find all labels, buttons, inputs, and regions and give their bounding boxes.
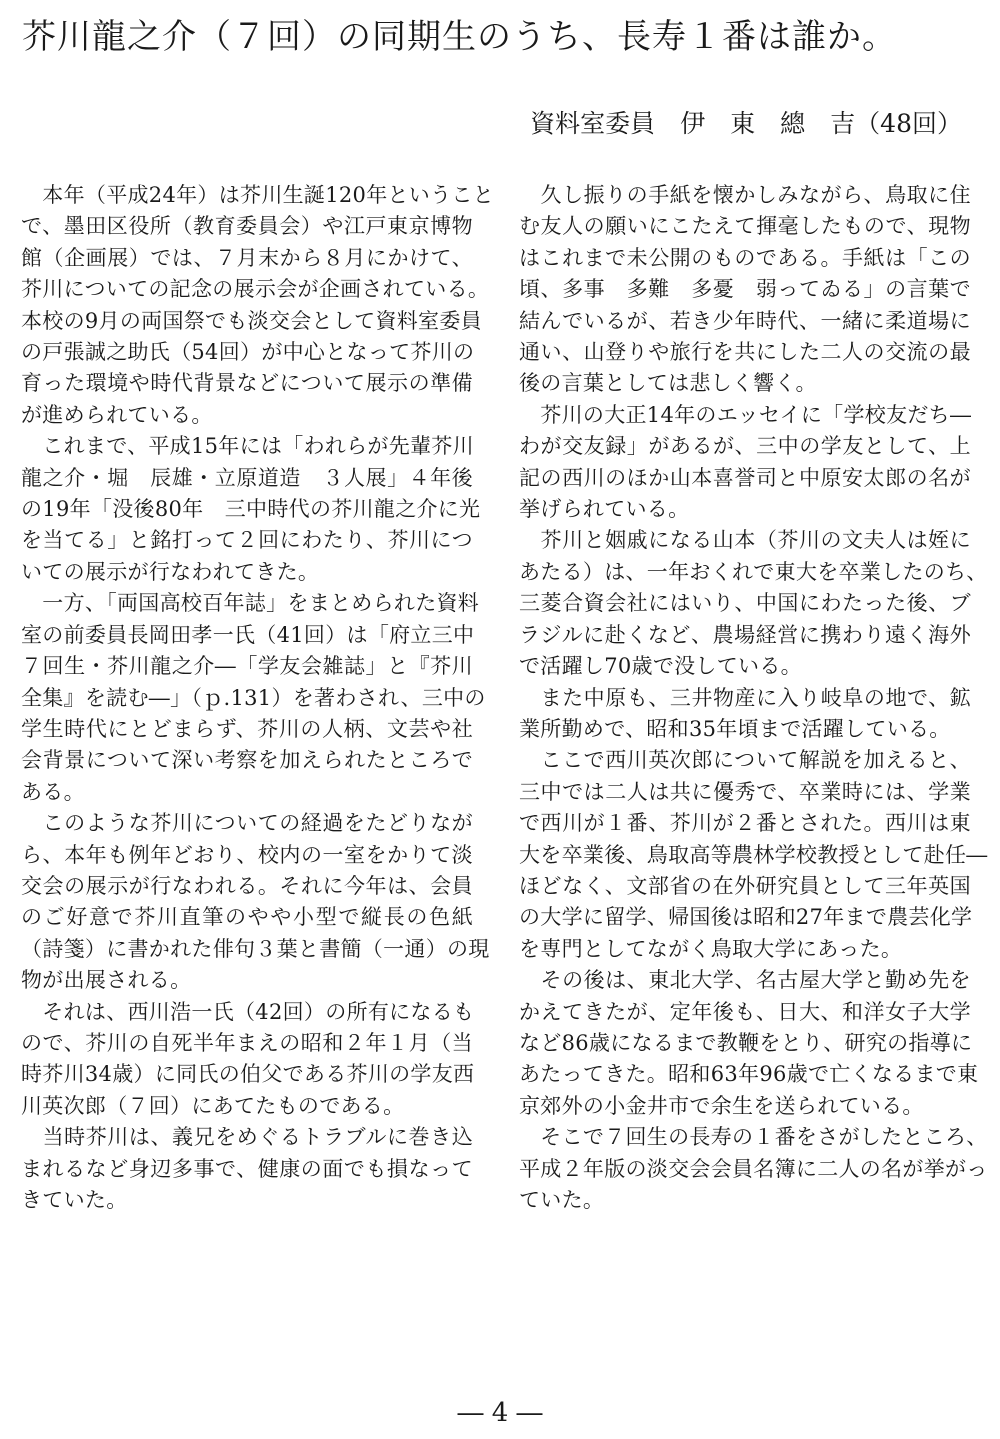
paragraph — [21, 180, 495, 431]
paragraph — [519, 1122, 988, 1216]
text-line: む友人の願いにこたえて揮毫したもので、現物 — [519, 214, 971, 239]
text-line: 記の西川のほか山本喜誉司と中原安太郎の名が — [519, 465, 971, 490]
text-line: で活躍し70歳で没している。 — [519, 654, 802, 679]
text-line: 久し振りの手紙を懐かしみながら、鳥取に住 — [519, 183, 971, 207]
text-line: ので、芥川の自死半年まえの昭和２年１月（当 — [21, 1030, 473, 1055]
text-line: 本年（平成24年）は芥川生誕120年ということ — [21, 183, 495, 207]
text-line: 交会の展示が行なわれる。それに今年は、会員 — [21, 873, 473, 898]
text-line: 育った環境や時代背景などについて展示の準備 — [21, 371, 473, 396]
text-line: その後は、東北大学、名古屋大学と勤め先を — [519, 968, 971, 993]
text-line: 三中では二人は共に優秀で、卒業時には、学業 — [519, 779, 971, 804]
paragraph — [21, 997, 473, 1123]
text-line: 物が出展される。 — [21, 968, 192, 993]
text-line: 挙げられている。 — [519, 497, 690, 522]
text-line: 大を卒業後、鳥取高等農林学校教授として赴任― — [519, 842, 988, 867]
text-line: 館（企画展）では、７月末から８月にかけて、 — [21, 245, 473, 270]
text-line: ラジルに赴くなど、農場経営に携わり遠く海外 — [519, 622, 971, 647]
paragraph — [21, 431, 481, 588]
text-line: 芥川の大正14年のエッセイに「学校友だち― — [519, 402, 972, 427]
author-byline: 資料室委員 伊 東 總 吉（48回） — [530, 109, 962, 138]
left-text-column — [21, 180, 495, 1216]
text-line: を専門としてながく鳥取大学にあった。 — [519, 936, 903, 961]
paragraph — [21, 1122, 473, 1216]
right-text-column — [519, 180, 988, 1216]
text-line: 後の言葉としては悲しく響く。 — [519, 371, 817, 396]
text-line: ここで西川英次郎について解説を加えると、 — [519, 748, 971, 773]
text-line: かえてきたが、定年後も、日大、和洋女子大学 — [519, 999, 971, 1024]
text-line: 一方、「両国高校百年誌」をまとめられた資料 — [21, 591, 480, 616]
text-line: 三菱合資会社にはいり、中国にわたった後、ブ — [519, 591, 971, 616]
text-line: 会背景について深い考察を加えられたところで — [21, 748, 473, 773]
paragraph — [519, 745, 988, 965]
text-line: 芥川と姻戚になる山本（芥川の文夫人は姪に — [519, 528, 971, 553]
text-line: ７回生・芥川龍之介―「学友会雑誌」と『芥川 — [21, 654, 473, 679]
text-line: ほどなく、文部省の在外研究員として三年英国 — [519, 873, 971, 898]
text-line: きていた。 — [21, 1188, 128, 1212]
text-line: あたってきた。昭和63年96歳で亡くなるまで東 — [519, 1062, 979, 1087]
text-line: 京郊外の小金井市で余生を送られている。 — [519, 1093, 924, 1118]
paragraph — [21, 588, 486, 808]
text-line: が進められている。 — [21, 402, 213, 427]
text-line: の大学に留学、帰国後は昭和27年まで農芸化学 — [519, 905, 973, 930]
paragraph — [519, 180, 971, 400]
text-line: で、墨田区役所（教育委員会）や江戸東京博物 — [21, 214, 473, 239]
text-line: はこれまで未公開のものである。手紙は「この — [519, 245, 971, 270]
text-line: （詩箋）に書かれた俳句３葉と書簡（一通）の現 — [21, 936, 490, 961]
text-line: そこで７回生の長寿の１番をさがしたところ、 — [519, 1125, 988, 1150]
text-line: わが交友録」があるが、三中の学友として、上 — [519, 434, 971, 459]
text-line: 室の前委員長岡田孝一氏（41回）は「府立三中 — [21, 622, 475, 647]
text-line: 通い、山登りや旅行を共にした二人の交流の最 — [519, 340, 971, 365]
text-line: このような芥川についての経過をたどりなが — [21, 811, 473, 836]
text-line: それは、西川浩一氏（42回）の所有になるも — [21, 999, 475, 1024]
text-line: まれるなど身辺多事で、健康の面でも損なって — [21, 1156, 473, 1181]
article-title: 芥川龍之介（７回）の同期生のうち、長寿１番は誰か。 — [22, 17, 897, 57]
text-line: 川英次郎（７回）にあてたものである。 — [21, 1093, 405, 1118]
text-line: のご好意で芥川直筆のやや小型で縦長の色紙 — [21, 905, 473, 930]
text-line: ら、本年も例年どおり、校内の一室をかりて淡 — [21, 842, 473, 867]
text-line: 龍之介・堀 辰雄・立原道造 ３人展」４年後 — [21, 465, 473, 490]
text-line: の19年「没後80年 三中時代の芥川龍之介に光 — [21, 497, 481, 522]
paragraph — [21, 808, 490, 996]
text-line: の戸張誠之助氏（54回）が中心となって芥川の — [21, 340, 475, 365]
page-number: ― 4 ― — [457, 1398, 543, 1428]
text-line: 当時芥川は、義兄をめぐるトラブルに巻き込 — [21, 1125, 473, 1150]
text-line: これまで、平成15年には「われらが先輩芥川 — [21, 434, 474, 459]
paragraph — [519, 400, 971, 526]
paragraph — [519, 965, 979, 1122]
text-line: 結んでいるが、若き少年時代、一緒に柔道場に — [519, 308, 971, 333]
text-line: あたる）は、一年おくれで東大を卒業したのち、 — [519, 559, 988, 584]
text-line: 頃、多事 多難 多憂 弱ってゐる」の言葉で — [519, 277, 971, 302]
paragraph — [519, 525, 988, 682]
text-line: 本校の9月の両国祭でも淡交会として資料室委員 — [21, 308, 482, 333]
paragraph — [519, 683, 971, 746]
text-line: 平成２年版の淡交会会員名簿に二人の名が挙がっ — [519, 1156, 988, 1181]
text-line: いての展示が行なわれてきた。 — [21, 559, 320, 584]
text-line: ある。 — [21, 779, 85, 804]
text-line: 学生時代にとどまらず、芥川の人柄、文芸や社 — [21, 716, 473, 741]
text-line: など86歳になるまで教鞭をとり、研究の指導に — [519, 1030, 973, 1055]
text-line: 業所勤めで、昭和35年頃まで活躍している。 — [519, 716, 951, 741]
text-line: 時芥川34歳）に同氏の伯父である芥川の学友西 — [21, 1062, 475, 1087]
text-line: を当てる」と銘打って２回にわたり、芥川につ — [21, 528, 473, 553]
text-line: また中原も、三井物産に入り岐阜の地で、鉱 — [519, 685, 971, 710]
text-line: 全集』を読む―」（ｐ.131）を著わされ、三中の — [21, 685, 486, 710]
text-line: ていた。 — [519, 1188, 605, 1212]
text-line: 芥川についての記念の展示会が企画されている。 — [21, 277, 490, 302]
text-line: で西川が１番、芥川が２番とされた。西川は東 — [519, 811, 971, 836]
